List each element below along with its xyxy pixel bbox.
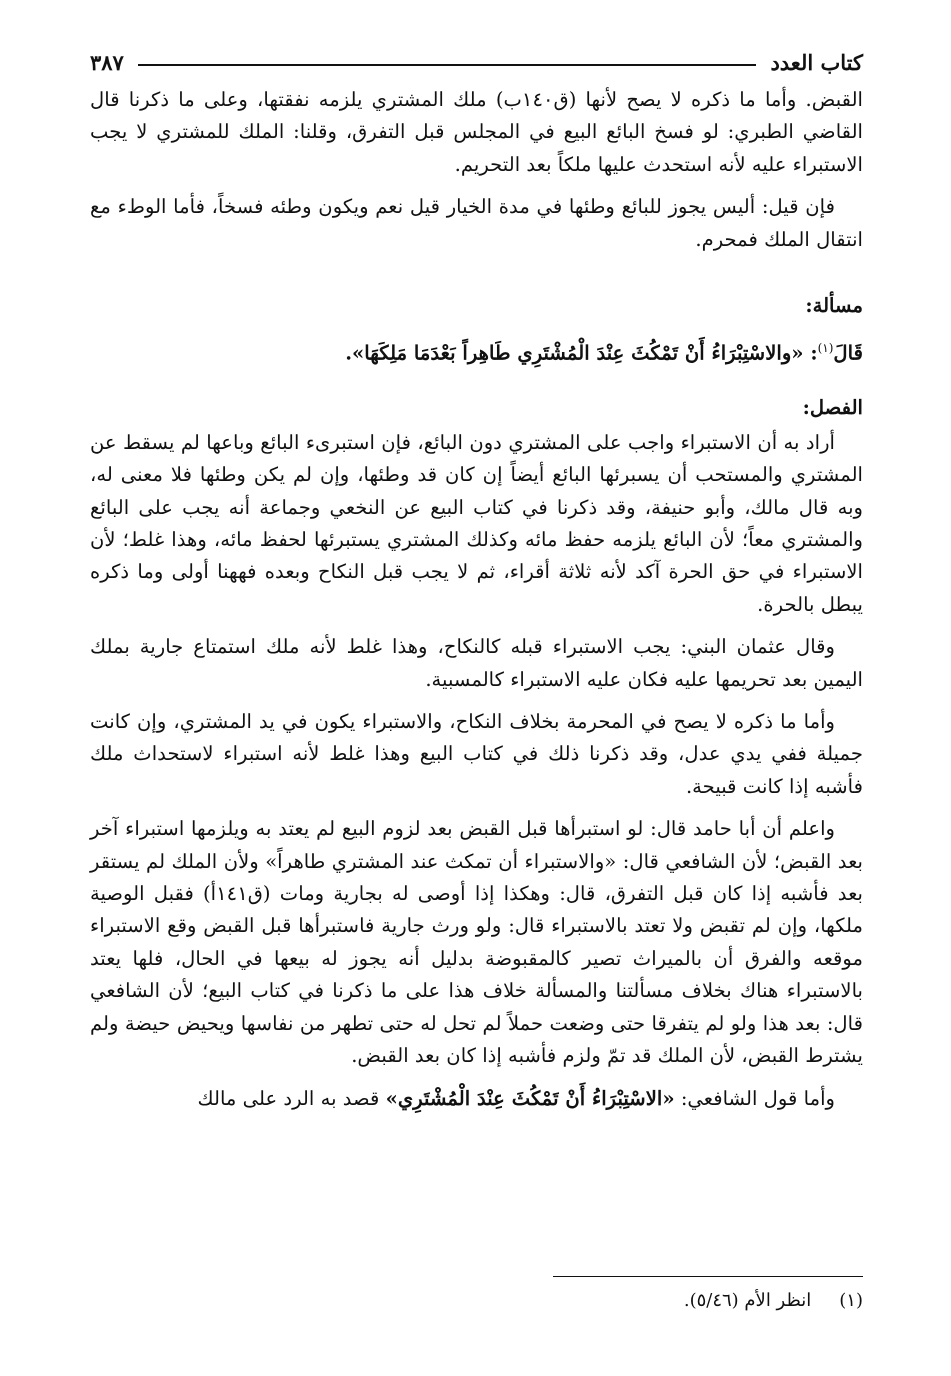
book-page — [90, 40, 863, 1356]
fasl-heading: الفصل: — [802, 396, 863, 420]
paragraph: وقال عثمان البني: يجب الاستبراء قبله كالنكاح، وهذا غلط لأنه ملك استمتاع جارية بملك اليمين بعد تحريمها عليه فكان عليه الاستبراء كالمسبية. — [90, 635, 863, 691]
page-number: ٣٨٧ — [90, 49, 124, 75]
quoted-text: «الاسْتِبْرَاءُ أَنْ تَمْكُثَ عِنْدَ الْمُشْتَرِي» — [385, 1086, 675, 1110]
qala-word: قَالَ — [833, 341, 863, 365]
footnote-reference[interactable]: (١) — [817, 341, 834, 356]
paragraph: القبض. وأما ما ذكره لا يصح لأنها (ق١٤٠ب) ملك المشتري يلزمه نفقتها، وعلى ما ذكرنا قال القاضي الطبري: لو فسخ البائع البيع في المجلس قبل التفرق، وقلنا: الملك للمشتري لا يجب الاستبراء عليه لأنه استحدث عليها ملكاً بعد التحريم. — [90, 88, 863, 176]
paragraph: وأما ما ذكره لا يصح في المحرمة بخلاف النكاح، والاستبراء يكون في يد المشتري، وإن كانت جميلة ففي يدي عدل، وقد ذكرنا ذلك في كتاب البيع وهذا غلط لأنه استبراء لاستحداث ملك فأشبه إذا كانت قبيحة. — [90, 710, 863, 798]
header-rule — [138, 64, 757, 66]
masala-quote — [90, 332, 863, 370]
masala-heading: مسألة: — [805, 294, 863, 318]
book-title: كتاب العدد — [770, 49, 863, 75]
quoted-text: : «والاسْتِبْرَاءُ أَنْ تَمْكُثَ عِنْدَ الْمُشْتَرِي طَاهِراً بَعْدَمَا مَلِكَهَا». — [345, 341, 818, 365]
body-text — [90, 84, 863, 1115]
footnote-divider — [553, 1276, 863, 1277]
footnote — [684, 1288, 863, 1314]
footnote-number: (١) — [839, 1290, 863, 1311]
paragraph-suffix: قصد به الرد على مالك — [197, 1086, 386, 1110]
footnote-text: انظر الأم (٥/٤٦). — [683, 1290, 812, 1311]
paragraph-prefix: وأما قول الشافعي: — [674, 1086, 835, 1110]
paragraph — [90, 1083, 863, 1115]
running-header — [90, 40, 863, 84]
paragraph: واعلم أن أبا حامد قال: لو استبرأها قبل القبض بعد لزوم البيع لم يعتد به ويلزمها استبراء آخر بعد القبض؛ لأن الشافعي قال: «والاستبراء أن تمكث عند المشتري طاهراً» ولأن الملك لم يستقر بعد فأشبه إذا كان قبل التفرق، قال: وهكذا إذا أوصى له بجارية ومات (ق١٤١أ) فقبل الوصية ملكها، وإن لم تقبض ولا تعتد بالاستبراء قال: ولو ورث جارية فاستبرأها قبل القبض وقع الاستبراء موقعه والفرق أن بالميراث تصير كالمقبوضة بدليل أنه يجوز له بيعها في الحال، فلها يعتد بالاستبراء هناك بخلاف مسألتنا والمسألة خلاف هذا على ما ذكرنا في كتاب البيع؛ لأن الشافعي قال: بعد هذا ولو لم يتفرقا حتى وضعت حملاً لم تحل له حتى تطهر من نفاسها ويحيض حيضة ولم يشترط القبض، لأن الملك قد تمّ ولزم فأشبه إذا كان بعد القبض. — [90, 817, 864, 1068]
paragraph: فإن قيل: أليس يجوز للبائع وطئها في مدة الخيار قيل نعم ويكون وطئه فسخاً، فأما الوطء مع انتقال الملك فمحرم. — [90, 195, 863, 251]
paragraph: أراد به أن الاستبراء واجب على المشتري دون البائع، فإن استبرىء البائع وباعها لم يسقط عن المشتري والمستحب أن يسبرئها البائع أيضاً إن كان قد وطئها، وإن لم يكن وطئها فلا معنى له، وبه قال مالك، وأبو حنيفة، وقد ذكرنا في كتاب البيع عن النخعي وجماعة أنه يجب على البائع والمشتري معاً؛ لأن البائع يلزمه حفظ مائه وكذلك المشتري يستبرئها لحفظ مائه، وهذا غلط؛ لأن الاستبراء في حق الحرة آكد لأنه ثلاثة أقراء، ثم لا يجب قبل النكاح وبعده فههنا أولى وما ذكره يبطل بالحرة. — [90, 430, 863, 616]
